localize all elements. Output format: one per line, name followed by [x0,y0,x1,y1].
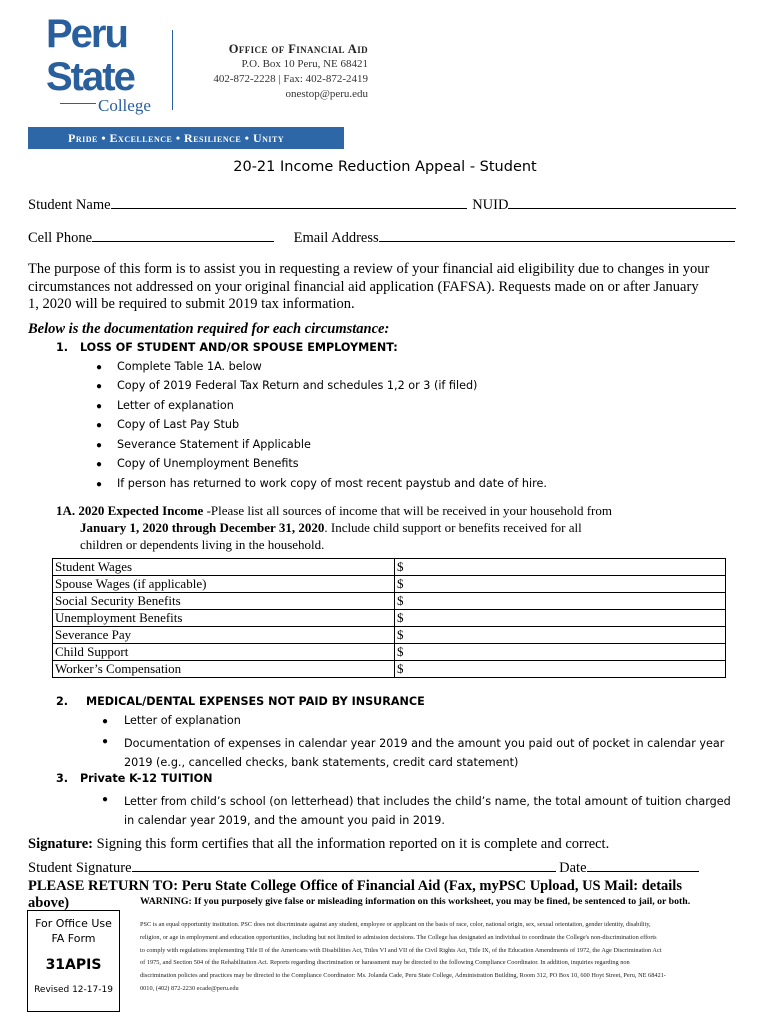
income-amount-cell[interactable]: $ [395,559,726,576]
section1a-line [56,519,612,536]
bullet-icon: ● [102,794,109,805]
section3-title: Private K-12 TUITION [79,772,213,785]
income-amount-cell[interactable]: $ [395,627,726,644]
table-row [53,610,726,627]
section3-number: 3. [56,772,69,785]
cell-phone-label: Cell Phone [28,230,93,246]
income-amount-cell[interactable]: $ [395,610,726,627]
nondiscrimination-statement [140,919,746,996]
bullet-icon: ● [96,401,103,412]
income-label: Unemployment Benefits [53,610,395,627]
form-title: 20-21 Income Reduction Appeal - Student [233,159,537,175]
bullet-icon: ● [96,362,103,373]
section1-heading [56,341,398,354]
office-email: onestop@peru.edu [285,88,368,100]
date-label: Date [559,860,587,876]
student-signature-field[interactable] [132,860,556,872]
list-item [124,792,731,830]
bullet-icon: ● [96,459,103,470]
list-item: Copy of 2019 Federal Tax Return and schedules 1,2 or 3 (if filed) [117,379,478,392]
disclaimer-line: religion, or age in employment and education opportunities, including but not limited to admission decisions. The College has designated an individual to coordinate the College's non-discrimination efforts [140,933,657,941]
student-name-field[interactable] [111,197,467,209]
income-label: Severance Pay [53,627,395,644]
cell-phone-field[interactable] [92,230,274,242]
intro-line: circumstances not addressed on your original financial aid application (FAFSA). Requests made on or after January [28,278,699,295]
logo-word-state: State [46,55,134,99]
income-label: Spouse Wages (if applicable) [53,576,395,593]
office-use-label: For Office Use [35,917,112,930]
student-signature-label: Student Signature [28,860,132,876]
table-row [53,661,726,678]
signature-label: Signature: [28,836,93,852]
income-label: Social Security Benefits [53,593,395,610]
income-amount-cell[interactable]: $ [395,576,726,593]
bullet-icon: ● [96,479,103,490]
nuid-label: NUID [472,197,509,213]
email-address-label: Email Address [293,230,379,246]
section3-heading [56,772,213,785]
intro-line: The purpose of this form is to assist you in requesting a review of your financial aid eligibility due to changes in your [28,261,710,277]
table-row [53,627,726,644]
section1a-label: 1A. [56,503,76,518]
disclaimer-line: PSC is an equal opportunity institution. PSC does not discriminate against any student, employee or applicant on the basis of race, color, national origin, sex, sexual orientation, gender identity, disability, [140,921,651,928]
email-address-field[interactable] [379,230,735,242]
section2-number: 2. [56,695,69,708]
section1a-date-range: January 1, 2020 through December 31, 2020 [80,520,325,535]
revised-date: Revised 12-17-19 [34,985,113,995]
income-label: Student Wages [53,559,395,576]
form-code: 31APIS [45,957,102,973]
table-row [53,593,726,610]
table-row [53,576,726,593]
section2-heading [56,695,425,708]
list-item-line: 2019 (e.g., cancelled checks, bank statements, credit card statement) [124,756,519,769]
student-name-label: Student Name [28,197,111,213]
logo-word-peru: Peru [46,12,127,56]
list-item: Severance Statement if Applicable [117,438,311,451]
header-divider [172,30,173,110]
intro-line: 1, 2020 will be required to submit 2019 tax information. [28,296,355,312]
list-item: Letter of explanation [117,399,234,412]
logo-word-college: College [98,96,151,115]
contact-row [28,230,735,247]
office-contact-block [190,42,368,102]
bullet-icon: ● [102,716,109,727]
intro-paragraph [28,261,709,314]
disclaimer-line: of 1975, and Section 504 of the Rehabilitation Act. Reports regarding discrimination or harassment may be directed to the following Compliance Coordinator. In addition, inquiries regarding non [140,959,630,967]
income-table [52,558,726,678]
list-item-line: Letter from child’s school (on letterhead) that includes the child’s name, the total amount of tuition charged [124,795,731,808]
income-amount-cell[interactable]: $ [395,661,726,678]
section1-title: LOSS OF STUDENT AND/OR SPOUSE EMPLOYMENT: [79,341,398,354]
disclaimer-line: discrimination policies and practices may be directed to the Compliance Coordinator: Ms. Jolanda Cade, Peru State College, Administration Building, Room 312, PO Box 10, 600 Hoyt Street, Peru, NE 68421- [140,972,666,980]
list-item-line: in calendar year 2019, and the amount you paid in 2019. [124,814,445,827]
fa-form-label: FA Form [51,932,96,945]
list-item: If person has returned to work copy of most recent paystub and date of hire. [117,477,547,490]
logo-rule [60,103,96,104]
return-to-line: PLEASE RETURN TO: Peru State College Office of Financial Aid (Fax, myPSC Upload, US Mail: details [28,878,682,894]
section1a-text [56,502,612,553]
nuid-field[interactable] [508,197,736,209]
disclaimer-line: to comply with regulations implementing Title II of the Americans with Disabilities Act, Titles VI and VII of the Civil Rights Act, Title IX, of the Education Amendments of 1972, the Age Discrimination Act [140,946,662,954]
table-row [53,644,726,661]
bullet-icon: ● [102,736,109,747]
section1a-bold-lead: 2020 Expected Income [78,503,204,518]
office-use-box [27,910,120,1012]
table-row [53,559,726,576]
signature-row [28,860,699,877]
section2-title: MEDICAL/DENTAL EXPENSES NOT PAID BY INSURANCE [85,695,425,708]
documentation-heading: Below is the documentation required for each circumstance: [28,321,390,337]
date-field[interactable] [587,860,699,872]
disclaimer-line: 0010, (402) 872-2230 ecade@peru.edu [140,984,239,992]
motto-banner: Pride • Excellence • Resilience • Unity [28,127,344,149]
office-address: P.O. Box 10 Peru, NE 68421 [241,58,368,70]
warning-text: WARNING: If you purposely give false or misleading information on this worksheet, you may be fined, be sentenced to jail, or both. [140,896,691,907]
list-item-line: Documentation of expenses in calendar year 2019 and the amount you paid out of pocket in calendar year [124,737,725,750]
student-name-row [28,197,736,214]
signature-text: Signing this form certifies that all the information reported on it is complete and correct. [93,836,610,852]
office-title: Office of Financial Aid [228,42,368,56]
section1-number: 1. [56,341,69,354]
bullet-icon: ● [96,420,103,431]
section1a-line1-rest: -Please list all sources of income that will be received in your household from [203,503,612,518]
bullet-icon: ● [96,381,103,392]
section1a-line: children or dependents living in the household. [80,537,325,552]
signature-statement [28,836,609,853]
list-item: Copy of Unemployment Benefits [117,457,299,470]
section1a-line2-rest: . Include child support or benefits received for all [324,520,582,535]
list-item: Complete Table 1A. below [117,360,262,373]
list-item: Copy of Last Pay Stub [117,418,240,431]
list-item [124,734,724,772]
list-item: Letter of explanation [124,714,241,727]
return-to-line-cont: above) [28,895,70,911]
bullet-icon: ● [96,440,103,451]
section1a-line [56,502,612,519]
office-phone-fax: 402-872-2228 | Fax: 402-872-2419 [213,73,368,85]
income-amount-cell[interactable]: $ [395,644,726,661]
income-label: Child Support [53,644,395,661]
income-amount-cell[interactable]: $ [395,593,726,610]
income-label: Worker’s Compensation [53,661,395,678]
